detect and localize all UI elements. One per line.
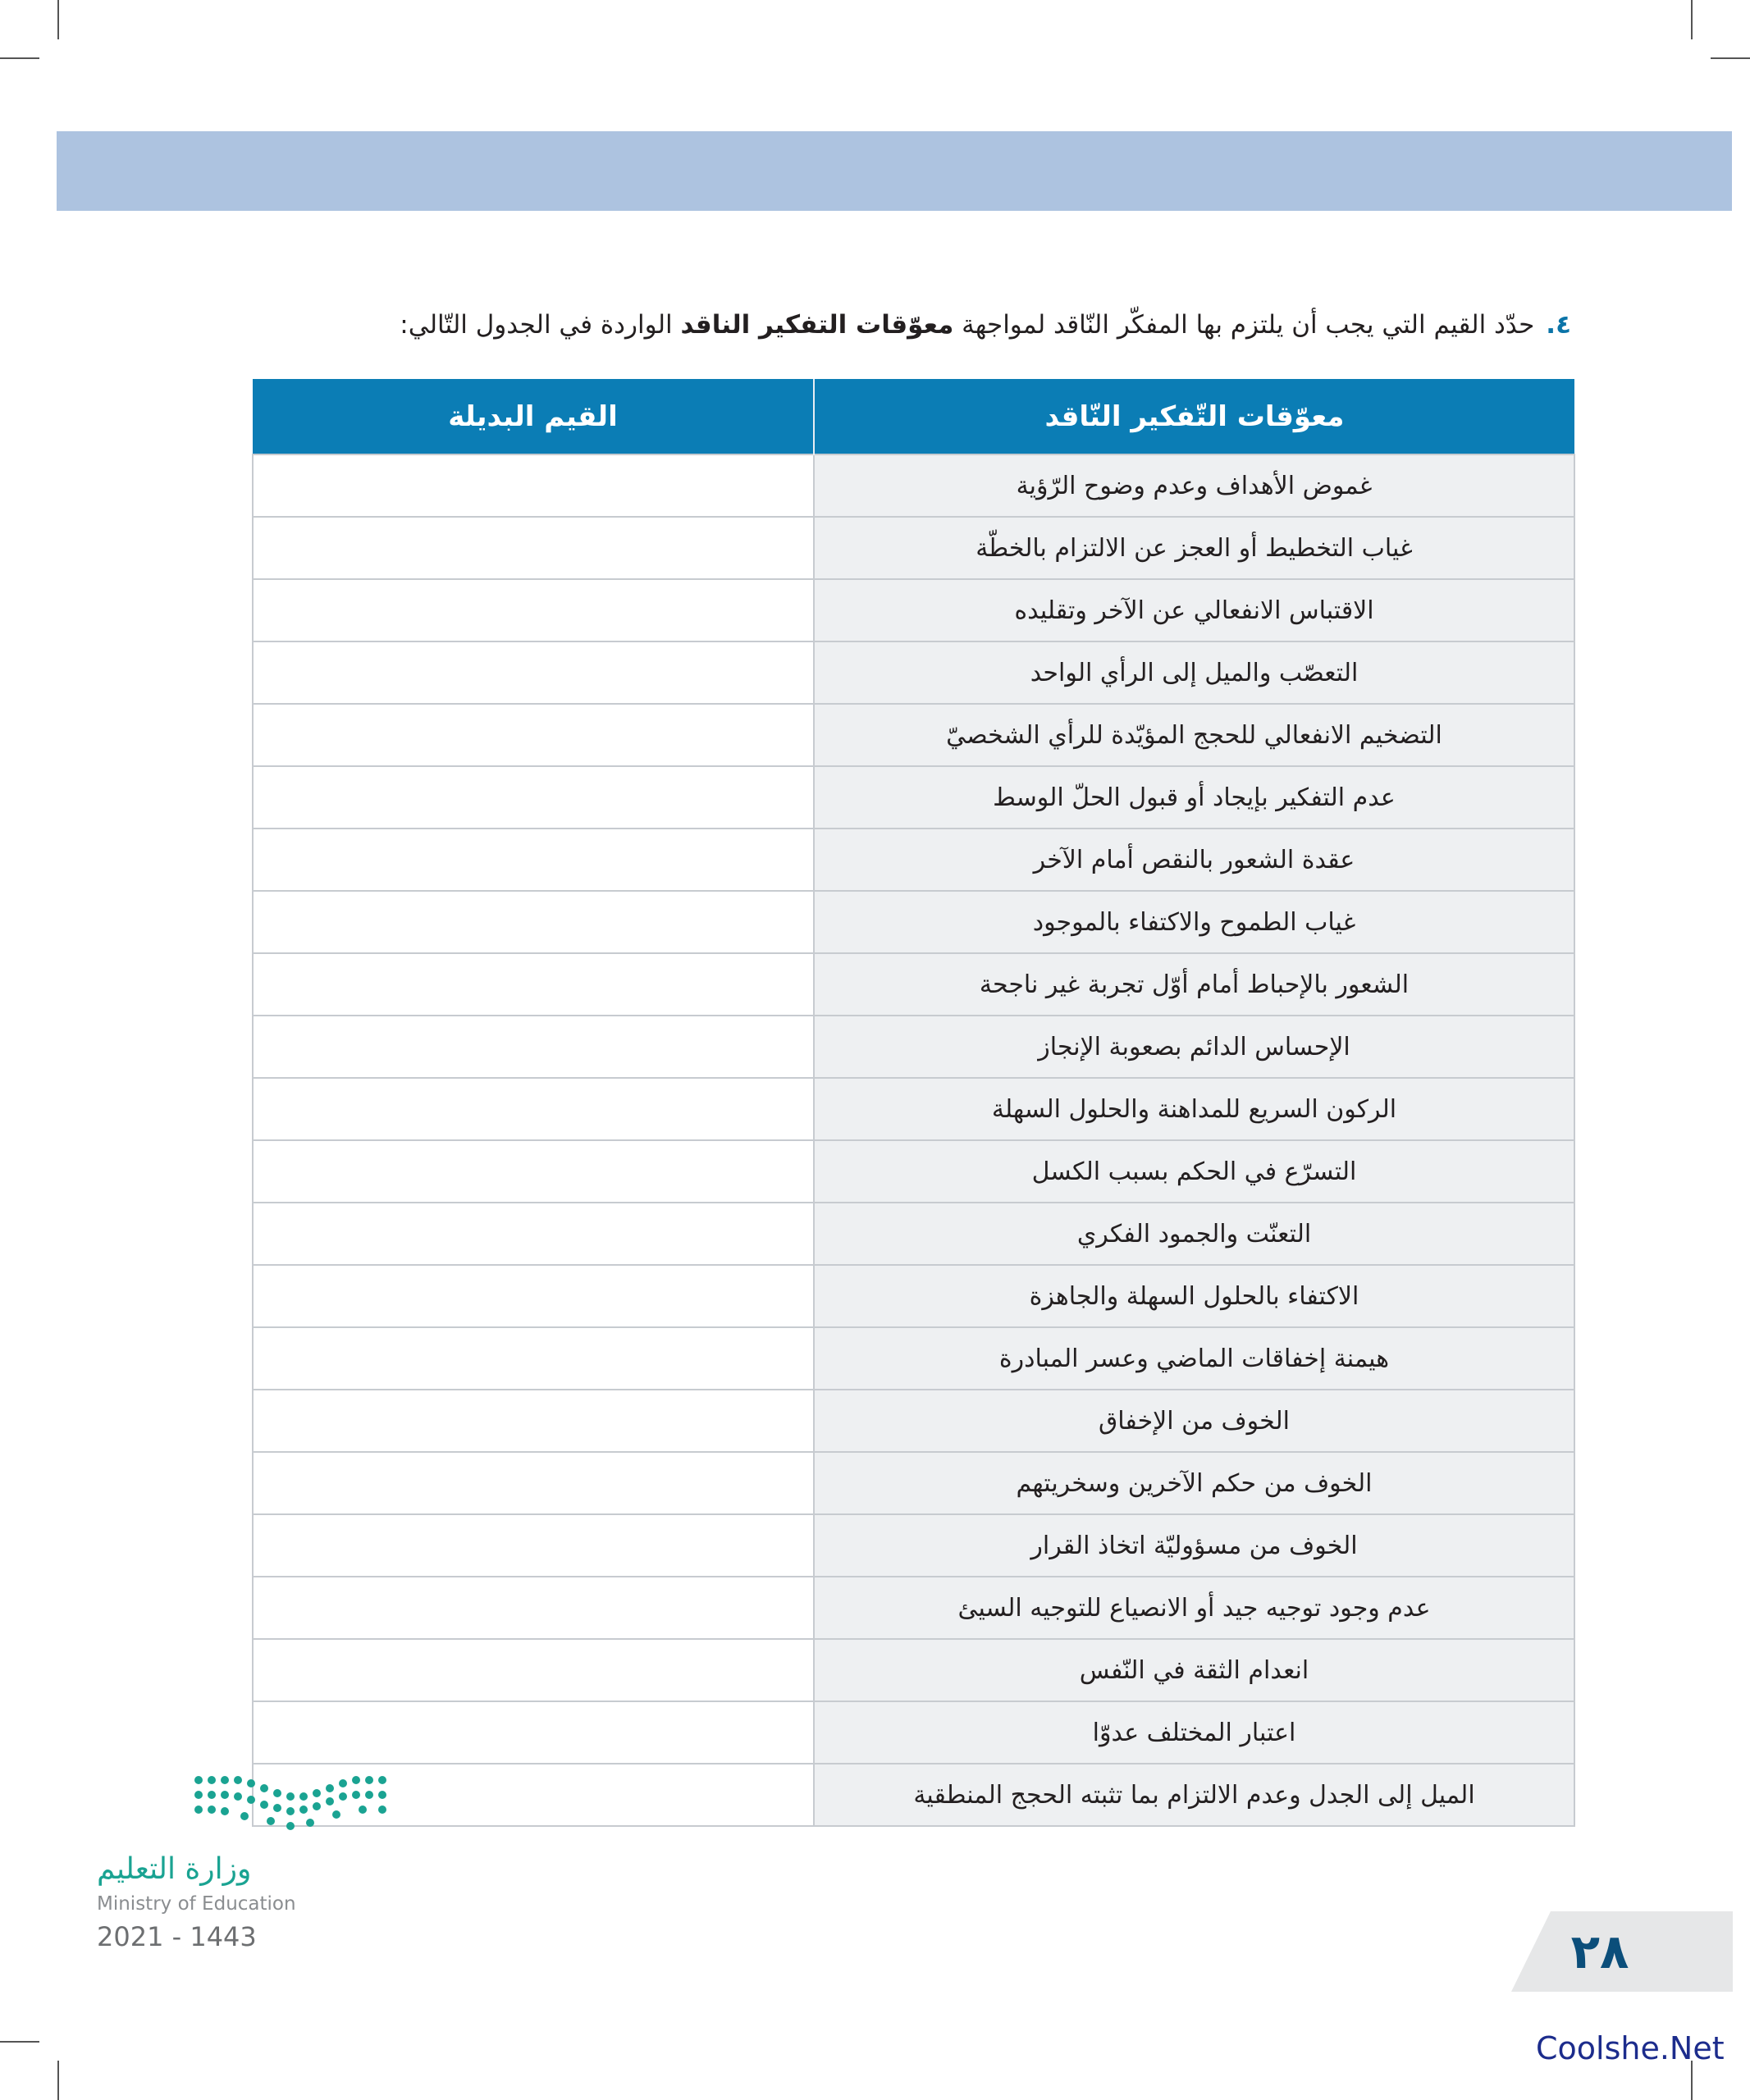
question-number: ٤. xyxy=(1546,310,1571,340)
obstacles-table xyxy=(252,379,1575,1827)
alternative-value-cell[interactable] xyxy=(253,1265,814,1327)
ministry-name-arabic: وزارة التعليم xyxy=(97,1852,252,1886)
crop-mark xyxy=(1691,2061,1693,2100)
alternative-value-cell[interactable] xyxy=(253,1390,814,1452)
table-row xyxy=(253,1577,1574,1639)
table-row xyxy=(253,1390,1574,1452)
obstacle-cell: عقدة الشعور بالنقص أمام الآخر xyxy=(814,829,1574,891)
table-header-row xyxy=(253,379,1574,454)
obstacle-cell: غياب الطموح والاكتفاء بالموجود xyxy=(814,891,1574,953)
ministry-dots-logo-icon xyxy=(194,1772,391,1838)
table-row xyxy=(253,953,1574,1016)
table-row xyxy=(253,829,1574,891)
alternative-value-cell[interactable] xyxy=(253,1452,814,1514)
table-row xyxy=(253,454,1574,517)
table-row xyxy=(253,1203,1574,1265)
obstacle-cell: انعدام الثقة في النّفس xyxy=(814,1639,1574,1701)
alternative-value-cell[interactable] xyxy=(253,1639,814,1701)
obstacle-cell: التسرّع في الحكم بسبب الكسل xyxy=(814,1140,1574,1203)
alternative-value-cell[interactable] xyxy=(253,704,814,766)
alternative-value-cell[interactable] xyxy=(253,891,814,953)
obstacle-cell: عدم وجود توجيه جيد أو الانصياع للتوجيه السيئ xyxy=(814,1577,1574,1639)
alternative-value-cell[interactable] xyxy=(253,829,814,891)
question-prompt xyxy=(176,302,1571,348)
obstacle-cell: غياب التخطيط أو العجز عن الالتزام بالخطّة xyxy=(814,517,1574,579)
table-row xyxy=(253,1514,1574,1577)
table-body xyxy=(253,454,1574,1826)
table-row xyxy=(253,1078,1574,1140)
header-obstacles: معوّقات التّفكير النّاقد xyxy=(814,379,1574,454)
obstacle-cell: الاقتباس الانفعالي عن الآخر وتقليده xyxy=(814,579,1574,641)
table-row xyxy=(253,766,1574,829)
ministry-name-english: Ministry of Education xyxy=(97,1893,296,1915)
table-row xyxy=(253,1764,1574,1826)
alternative-value-cell[interactable] xyxy=(253,1327,814,1390)
table-row xyxy=(253,1140,1574,1203)
table-row xyxy=(253,1016,1574,1078)
header-band xyxy=(57,131,1732,211)
alternative-value-cell[interactable] xyxy=(253,1577,814,1639)
question-text-before: حدّد القيم التي يجب أن يلتزم بها المفكّر النّاقد لمواجهة xyxy=(953,310,1535,340)
table-row xyxy=(253,1452,1574,1514)
question-text-bold: معوّقات التفكير الناقد xyxy=(680,310,954,340)
crop-mark xyxy=(1711,57,1750,59)
alternative-value-cell[interactable] xyxy=(253,1701,814,1764)
obstacle-cell: الإحساس الدائم بصعوبة الإنجاز xyxy=(814,1016,1574,1078)
obstacle-cell: التضخيم الانفعالي للحجج المؤيّدة للرأي الشخصيّ xyxy=(814,704,1574,766)
watermark: Coolshe.Net xyxy=(1536,2030,1725,2066)
page-number: ٢٨ xyxy=(1570,1924,1629,1979)
alternative-value-cell[interactable] xyxy=(253,641,814,704)
alternative-value-cell[interactable] xyxy=(253,579,814,641)
obstacle-cell: الخوف من الإخفاق xyxy=(814,1390,1574,1452)
alternative-value-cell[interactable] xyxy=(253,1078,814,1140)
crop-mark xyxy=(0,57,39,59)
table-row xyxy=(253,1701,1574,1764)
alternative-value-cell[interactable] xyxy=(253,953,814,1016)
alternative-value-cell[interactable] xyxy=(253,1016,814,1078)
table-row xyxy=(253,579,1574,641)
table-row xyxy=(253,891,1574,953)
crop-mark xyxy=(57,0,59,39)
alternative-value-cell[interactable] xyxy=(253,454,814,517)
question-text-after: الواردة في الجدول التّالي: xyxy=(400,310,681,340)
crop-mark xyxy=(0,2041,39,2043)
academic-year: 2021 - 1443 xyxy=(97,1921,257,1952)
obstacle-cell: غموض الأهداف وعدم وضوح الرّؤية xyxy=(814,454,1574,517)
obstacle-cell: التعصّب والميل إلى الرأي الواحد xyxy=(814,641,1574,704)
table-row xyxy=(253,1327,1574,1390)
obstacle-cell: الخوف من مسؤوليّة اتخاذ القرار xyxy=(814,1514,1574,1577)
obstacle-cell: عدم التفكير بإيجاد أو قبول الحلّ الوسط xyxy=(814,766,1574,829)
table-row xyxy=(253,704,1574,766)
crop-mark xyxy=(1691,0,1693,39)
table-row xyxy=(253,641,1574,704)
obstacle-cell: التعنّت والجمود الفكري xyxy=(814,1203,1574,1265)
table-row xyxy=(253,517,1574,579)
alternative-value-cell[interactable] xyxy=(253,517,814,579)
obstacle-cell: الخوف من حكم الآخرين وسخريتهم xyxy=(814,1452,1574,1514)
alternative-value-cell[interactable] xyxy=(253,766,814,829)
table-row xyxy=(253,1265,1574,1327)
crop-mark xyxy=(57,2061,59,2100)
obstacle-cell: الاكتفاء بالحلول السهلة والجاهزة xyxy=(814,1265,1574,1327)
header-alternatives: القيم البديلة xyxy=(253,379,814,454)
table-row xyxy=(253,1639,1574,1701)
obstacle-cell: الركون السريع للمداهنة والحلول السهلة xyxy=(814,1078,1574,1140)
obstacle-cell: اعتبار المختلف عدوّا xyxy=(814,1701,1574,1764)
alternative-value-cell[interactable] xyxy=(253,1140,814,1203)
obstacle-cell: الشعور بالإحباط أمام أوّل تجربة غير ناجحة xyxy=(814,953,1574,1016)
obstacle-cell: هيمنة إخفاقات الماضي وعسر المبادرة xyxy=(814,1327,1574,1390)
alternative-value-cell[interactable] xyxy=(253,1203,814,1265)
alternative-value-cell[interactable] xyxy=(253,1514,814,1577)
obstacle-cell: الميل إلى الجدل وعدم الالتزام بما تثبته الحجج المنطقية xyxy=(814,1764,1574,1826)
